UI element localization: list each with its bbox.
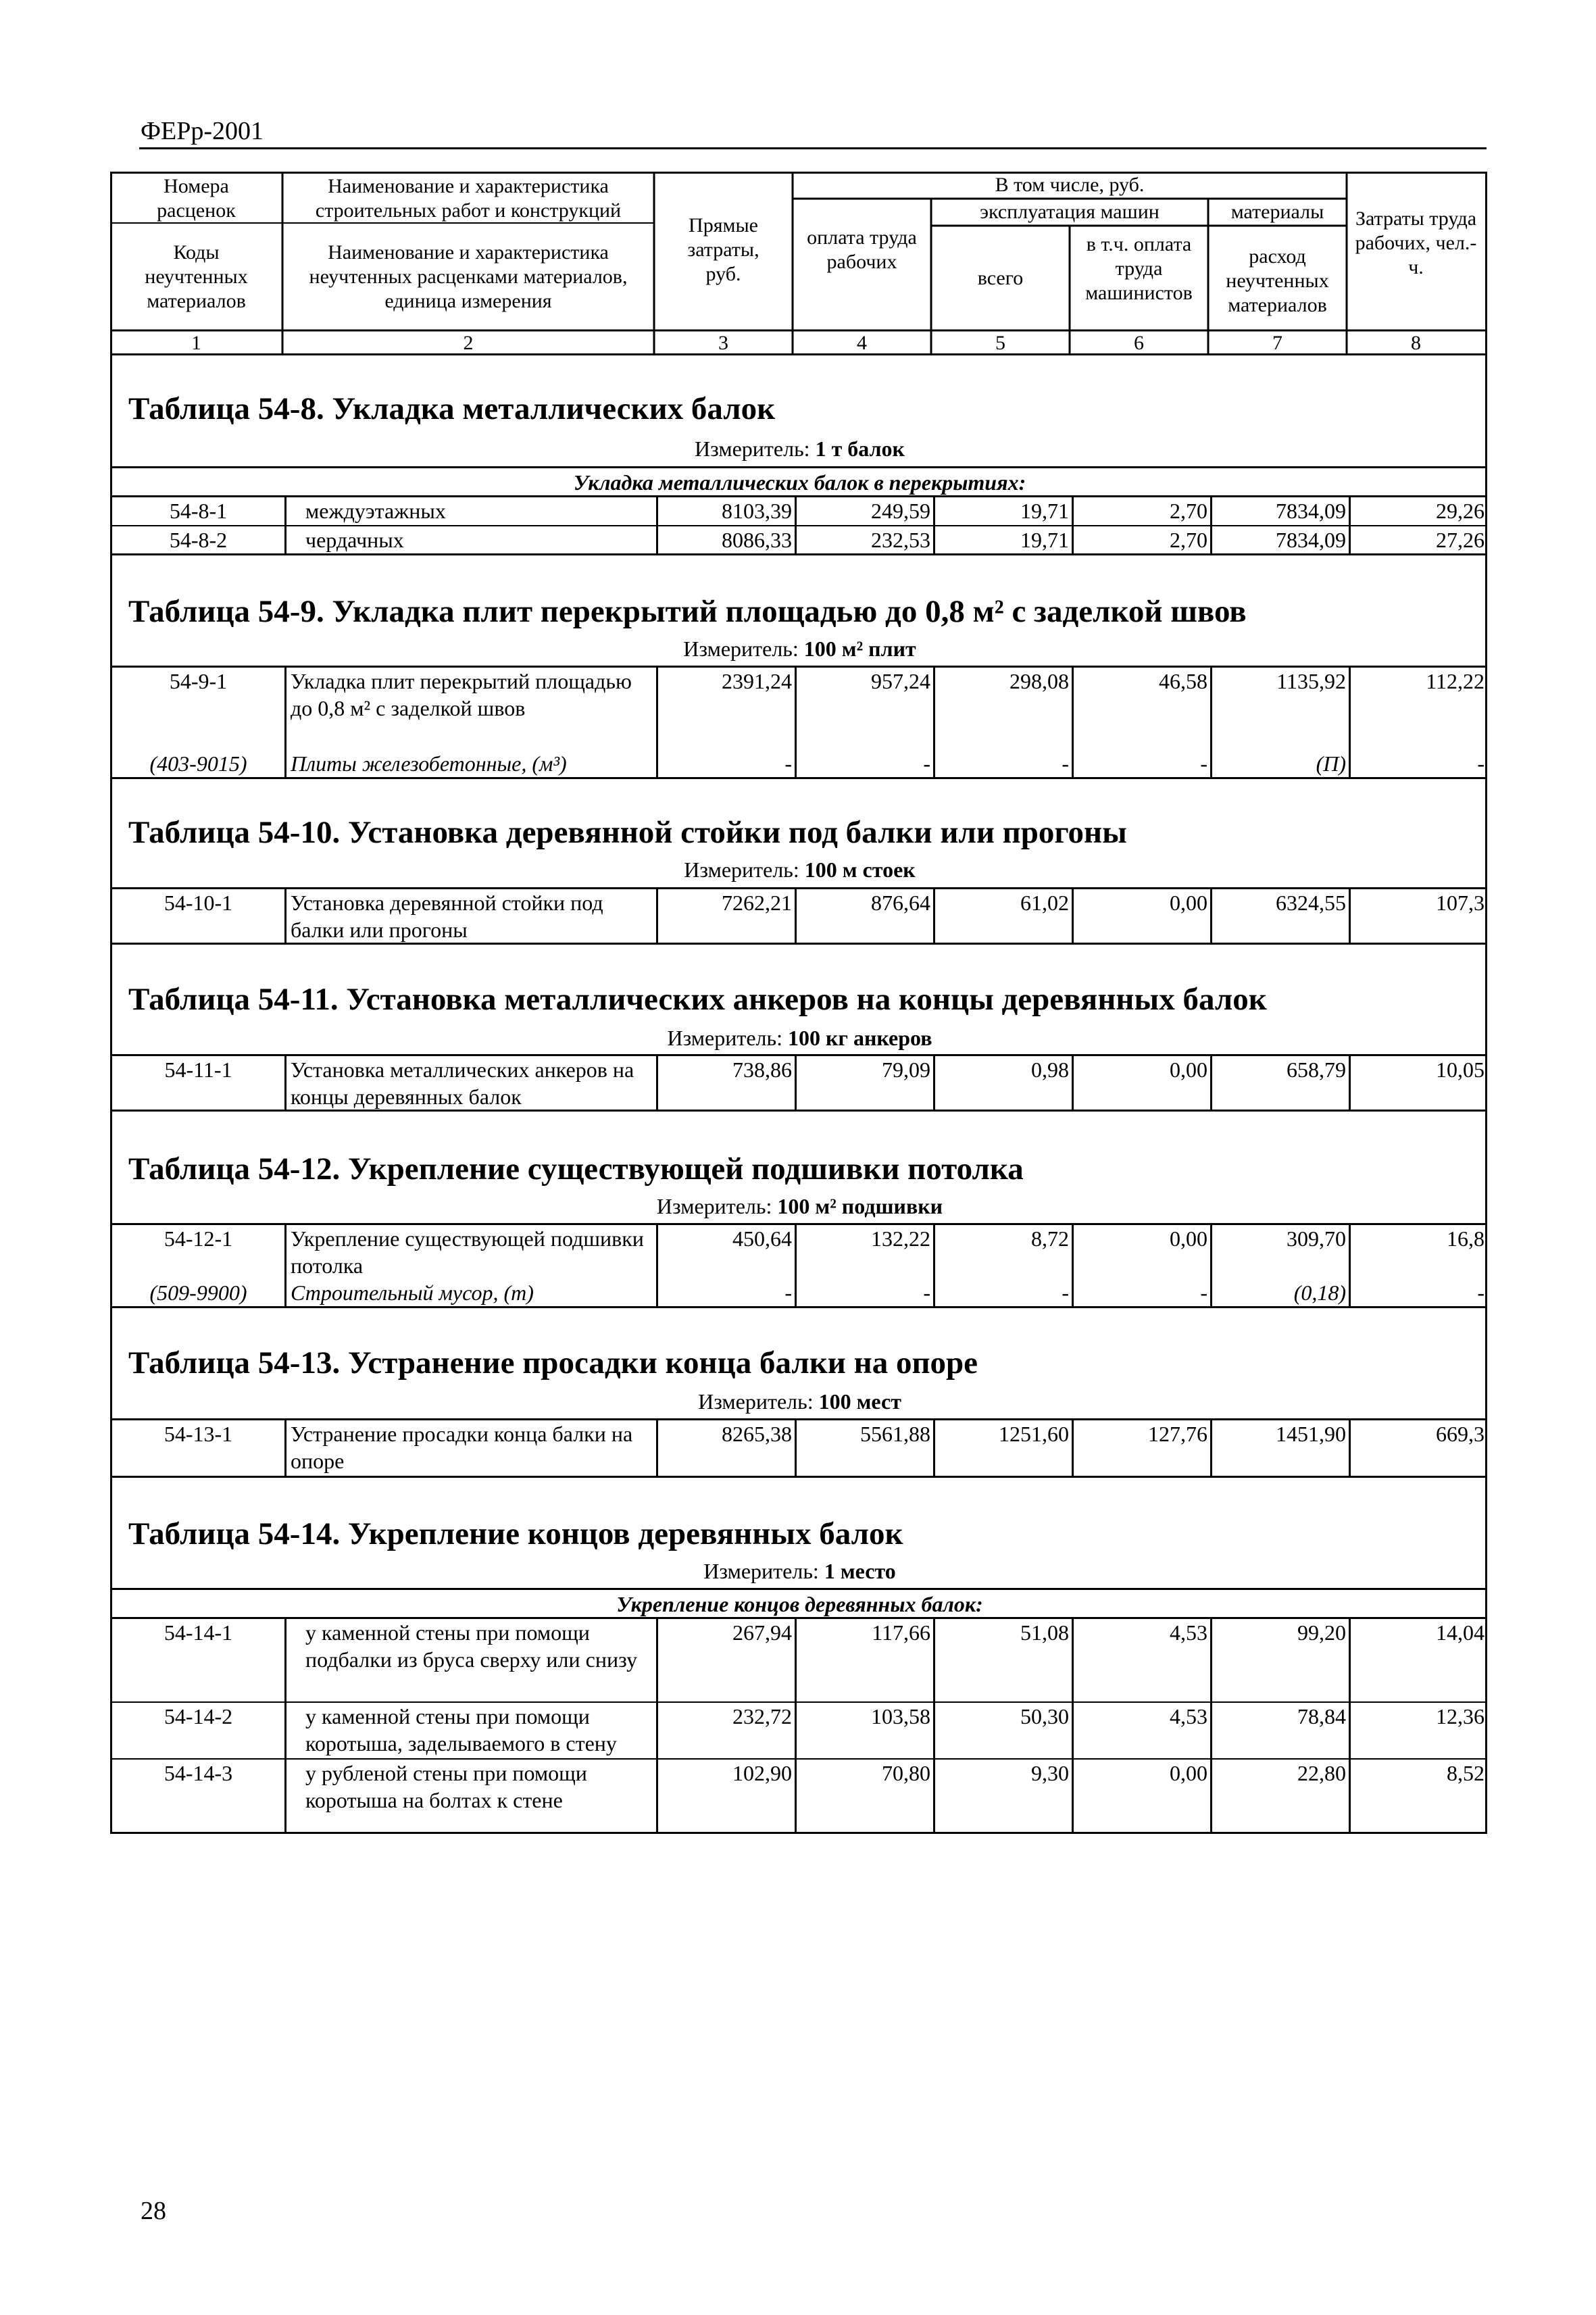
worker-pay: - <box>795 1279 933 1306</box>
direct-costs: 232,72 <box>656 1703 795 1760</box>
worker-pay: 70,80 <box>795 1760 933 1833</box>
table-header <box>110 172 1487 355</box>
unit-value: 1 т балок <box>815 437 905 461</box>
rates-grid <box>112 1054 1487 1112</box>
rate-code: 54-14-1 <box>164 1620 233 1645</box>
machines-total: 19,71 <box>933 526 1072 555</box>
rate-name: у каменной стены при помощи коротыша, заделываемого в стену <box>284 1703 656 1760</box>
header-machines-total: всего <box>977 267 1024 289</box>
materials: 309,70 <box>1210 1225 1349 1279</box>
direct-costs: 8265,38 <box>656 1420 795 1476</box>
rate-code: 54-13-1 <box>164 1422 233 1446</box>
material-code: (403-9015) <box>149 751 247 776</box>
header-worker-pay: оплата труда рабочих <box>807 226 917 273</box>
rate-name: междуэтажных <box>284 497 656 525</box>
section-title: Таблица 54-11. Установка металлических анкеров на концы деревянных балок <box>128 982 1267 1017</box>
unit-of-measure <box>112 857 1487 882</box>
unit-of-measure <box>112 637 1487 662</box>
labor-costs: 27,26 <box>1349 526 1487 555</box>
header-material-codes: Коды неучтенных материалов <box>145 241 248 312</box>
materials: 1451,90 <box>1210 1420 1349 1476</box>
table-row <box>112 750 1487 777</box>
rate-name: Укладка плит перекрытий площадью до 0,8 м² с заделкой швов <box>284 668 656 750</box>
machinist-pay: - <box>1072 1279 1210 1306</box>
rate-name: у каменной стены при помощи подбалки из бруса сверху или снизу <box>284 1619 656 1701</box>
materials: 6324,55 <box>1210 889 1349 943</box>
material-name: Строительный мусор, (т) <box>284 1279 656 1306</box>
worker-pay: 132,22 <box>795 1225 933 1279</box>
labor-costs: 16,8 <box>1349 1225 1487 1279</box>
header-number: 1 <box>191 332 201 354</box>
rate-name: чердачных <box>284 526 656 555</box>
rates-grid <box>112 1223 1487 1308</box>
unit-of-measure <box>112 437 1487 462</box>
rate-name: Установка металлических анкеров на концы деревянных балок <box>284 1056 656 1110</box>
rates-grid <box>112 495 1487 555</box>
rate-code: 54-8-1 <box>169 499 228 523</box>
machinist-pay: 2,70 <box>1072 497 1210 525</box>
materials: 658,79 <box>1210 1056 1349 1110</box>
labor-costs: - <box>1349 1279 1487 1306</box>
rate-name: у рубленой стены при помощи коротыша на болтах к стене <box>284 1760 656 1833</box>
rates-grid <box>112 887 1487 945</box>
direct-costs: 8086,33 <box>656 526 795 555</box>
material-code: (509-9900) <box>149 1280 247 1305</box>
unit-value: 100 мест <box>818 1389 901 1414</box>
section-title: Таблица 54-12. Укрепление существующей подшивки потолка <box>128 1151 1024 1187</box>
machines-total: 61,02 <box>933 889 1072 943</box>
unit-label: Измеритель: <box>703 1559 819 1583</box>
rate-code: 54-9-1 <box>169 669 228 693</box>
machinist-pay: 2,70 <box>1072 526 1210 555</box>
labor-costs: 669,3 <box>1349 1420 1487 1476</box>
direct-costs: 2391,24 <box>656 668 795 750</box>
rate-name: Устранение просадки конца балки на опоре <box>284 1420 656 1476</box>
direct-costs: 8103,39 <box>656 497 795 525</box>
title-rule <box>139 147 1487 149</box>
header-work-name: Наименование и характеристика строительных работ и конструкций <box>315 175 622 222</box>
machines-total: 1251,60 <box>933 1420 1072 1476</box>
header-including-group: В том числе, руб. <box>995 174 1145 196</box>
machinist-pay: 4,53 <box>1072 1619 1210 1701</box>
worker-pay: 876,64 <box>795 889 933 943</box>
machines-total: 9,30 <box>933 1760 1072 1833</box>
unit-label: Измеритель: <box>667 1026 782 1050</box>
machines-total: - <box>933 750 1072 777</box>
rate-code: 54-12-1 <box>164 1226 233 1251</box>
worker-pay: 103,58 <box>795 1703 933 1760</box>
unit-value: 100 м стоек <box>804 857 916 882</box>
rate-code: 54-14-2 <box>164 1704 233 1728</box>
header-number: 5 <box>995 332 1005 354</box>
table-row <box>112 1225 1487 1279</box>
worker-pay: 79,09 <box>795 1056 933 1110</box>
table-row <box>112 1420 1487 1476</box>
unit-value: 1 место <box>824 1559 896 1583</box>
worker-pay: 117,66 <box>795 1619 933 1701</box>
machinist-pay: 4,53 <box>1072 1703 1210 1760</box>
header-machinist-pay: в т.ч. оплата труда машинистов <box>1085 233 1193 304</box>
unit-of-measure <box>112 1559 1487 1584</box>
section-title: Таблица 54-13. Устранение просадки конца балки на опоре <box>128 1345 978 1380</box>
table-row <box>112 889 1487 943</box>
direct-costs: 738,86 <box>656 1056 795 1110</box>
materials: 7834,09 <box>1210 497 1349 525</box>
rate-name: Установка деревянной стойки под балки или прогоны <box>284 889 656 943</box>
unit-of-measure <box>112 1194 1487 1219</box>
table-row <box>112 1701 1487 1760</box>
header-direct-costs: Прямые затраты, руб. <box>687 214 759 285</box>
unit-of-measure <box>112 1389 1487 1414</box>
table-row <box>112 497 1487 525</box>
machinist-pay: 0,00 <box>1072 1225 1210 1279</box>
worker-pay: 957,24 <box>795 668 933 750</box>
labor-costs: 14,04 <box>1349 1619 1487 1701</box>
machinist-pay: 46,58 <box>1072 668 1210 750</box>
header-machines-group: эксплуатация машин <box>980 201 1159 223</box>
direct-costs: - <box>656 750 795 777</box>
unit-label: Измеритель: <box>684 857 799 882</box>
table-row <box>112 1619 1487 1701</box>
labor-costs: 10,05 <box>1349 1056 1487 1110</box>
section-title: Таблица 54-8. Укладка металлических балок <box>128 391 776 426</box>
direct-costs: 267,94 <box>656 1619 795 1701</box>
group-subheader: Укрепление концов деревянных балок: <box>112 1588 1487 1619</box>
labor-costs: 8,52 <box>1349 1760 1487 1833</box>
page-number: 28 <box>141 2197 166 2225</box>
direct-costs: - <box>656 1279 795 1306</box>
table-row <box>112 1279 1487 1306</box>
materials: (0,18) <box>1210 1279 1349 1306</box>
header-number: 7 <box>1272 332 1282 354</box>
labor-costs: 12,36 <box>1349 1703 1487 1760</box>
header-labor-costs: Затраты труда рабочих, чел.-ч. <box>1355 207 1477 278</box>
materials: 1135,92 <box>1210 668 1349 750</box>
document-title: ФЕРр-2001 <box>141 117 264 145</box>
machinist-pay: 0,00 <box>1072 1056 1210 1110</box>
materials: 78,84 <box>1210 1703 1349 1760</box>
machines-total: - <box>933 1279 1072 1306</box>
worker-pay: 249,59 <box>795 497 933 525</box>
unit-label: Измеритель: <box>695 437 810 461</box>
worker-pay: - <box>795 750 933 777</box>
materials: (П) <box>1210 750 1349 777</box>
rate-code: 54-8-2 <box>169 528 228 552</box>
labor-costs: - <box>1349 750 1487 777</box>
rates-grid <box>112 1617 1487 1834</box>
machinist-pay: 0,00 <box>1072 1760 1210 1833</box>
direct-costs: 450,64 <box>656 1225 795 1279</box>
unit-value: 100 м² подшивки <box>777 1194 943 1218</box>
rate-code: 54-11-1 <box>164 1057 232 1082</box>
header-number: 6 <box>1134 332 1144 354</box>
machines-total: 50,30 <box>933 1703 1072 1760</box>
machines-total: 0,98 <box>933 1056 1072 1110</box>
rates-grid <box>112 666 1487 779</box>
rate-code: 54-14-3 <box>164 1761 233 1785</box>
rate-name: Укрепление существующей подшивки потолка <box>284 1225 656 1279</box>
unit-label: Измеритель: <box>698 1389 814 1414</box>
worker-pay: 232,53 <box>795 526 933 555</box>
table-row <box>112 1758 1487 1833</box>
rates-table-body <box>110 355 1487 1834</box>
header-material-name: Наименование и характеристика неучтенных расценками материалов, единица измерения <box>309 241 628 312</box>
header-number: 3 <box>718 332 728 354</box>
materials: 7834,09 <box>1210 526 1349 555</box>
unit-value: 100 кг анкеров <box>787 1026 932 1050</box>
machines-total: 51,08 <box>933 1619 1072 1701</box>
header-rate-numbers: Номера расценок <box>157 175 236 222</box>
machinist-pay: - <box>1072 750 1210 777</box>
rate-code: 54-10-1 <box>164 891 233 915</box>
labor-costs: 107,3 <box>1349 889 1487 943</box>
unit-label: Измеритель: <box>683 637 799 661</box>
section-title: Таблица 54-9. Укладка плит перекрытий площадью до 0,8 м² с заделкой швов <box>128 594 1247 629</box>
materials: 99,20 <box>1210 1619 1349 1701</box>
machinist-pay: 127,76 <box>1072 1420 1210 1476</box>
labor-costs: 29,26 <box>1349 497 1487 525</box>
unit-label: Измеритель: <box>656 1194 772 1218</box>
materials: 22,80 <box>1210 1760 1349 1833</box>
section-title: Таблица 54-14. Укрепление концов деревянных балок <box>128 1516 903 1551</box>
material-name: Плиты железобетонные, (м³) <box>284 750 656 777</box>
header-materials-group: материалы <box>1230 201 1324 223</box>
section-title: Таблица 54-10. Установка деревянной стойки под балки или прогоны <box>128 815 1127 850</box>
group-subheader: Укладка металлических балок в перекрытиях: <box>112 466 1487 497</box>
labor-costs: 112,22 <box>1349 668 1487 750</box>
direct-costs: 102,90 <box>656 1760 795 1833</box>
machines-total: 19,71 <box>933 497 1072 525</box>
table-row <box>112 668 1487 750</box>
machinist-pay: 0,00 <box>1072 889 1210 943</box>
direct-costs: 7262,21 <box>656 889 795 943</box>
table-row <box>112 525 1487 555</box>
machines-total: 298,08 <box>933 668 1072 750</box>
header-number: 8 <box>1411 332 1421 354</box>
machines-total: 8,72 <box>933 1225 1072 1279</box>
header-number: 2 <box>463 332 474 354</box>
worker-pay: 5561,88 <box>795 1420 933 1476</box>
rates-grid <box>112 1418 1487 1478</box>
table-row <box>112 1056 1487 1110</box>
unit-of-measure <box>112 1026 1487 1051</box>
unit-value: 100 м² плит <box>803 637 916 661</box>
header-number: 4 <box>857 332 867 354</box>
header-unaccounted-materials: расход неучтенных материалов <box>1226 245 1329 316</box>
